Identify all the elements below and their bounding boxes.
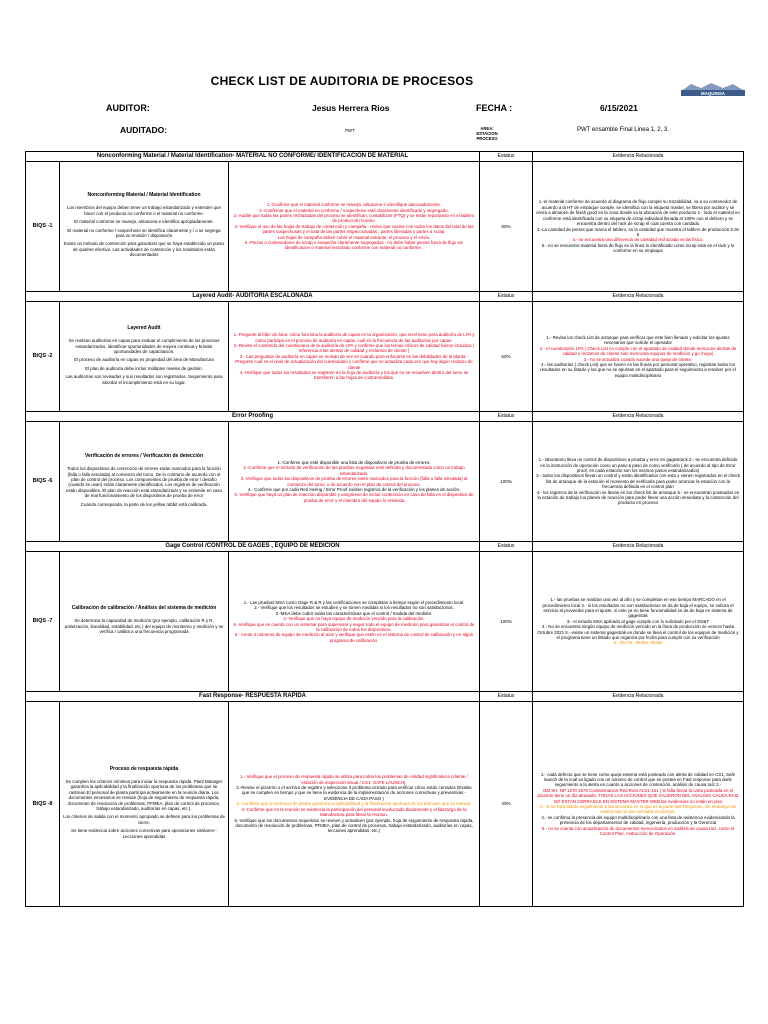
evidence-cell xyxy=(533,552,744,692)
status-header: Estatus xyxy=(480,412,533,422)
description-paragraph: El plan de auditoría debe incluir múltiples niveles de gestión. xyxy=(85,365,203,371)
description-paragraph: Existe un método de contención para garantizar que se haya establecido un punto de quiebre efectivo. Las actividades de contención y los resultados están documentados xyxy=(63,241,225,258)
fecha-value: 6/15/2021 xyxy=(600,103,638,113)
action-item: 4.- Confirme que por cada Red Hering / Error Proof existen registros de la verificación y los planes de acción. xyxy=(247,486,461,492)
status-header: Estatus xyxy=(480,692,533,702)
action-item: 1.-Confirme que esté disponible una lista de dispositivos de prueba de errores. xyxy=(277,459,431,465)
evidence-item: 1.- cada defecto que se tiene como queja externa está posteado con alerta de calidad en CS1, Safe launch de la cual va ligado con un número de control que se postea en Fast response para darle seguimiento a la alerta en cuanto a acciones de contención, análisis de causa raíz 2.- xyxy=(540,771,736,788)
action-item: 3.- Las preguntas de auditoría en capas se revisan de vez en cuando para enfocarse en las debilidades de la planta -Pregunte cuál es el nivel de actualización del cuestionario y confirme que se actualiza cada vez que hay algún reclamo de cliente xyxy=(235,353,473,370)
status-header: Estatus xyxy=(480,292,533,302)
action-item: 2.-Revise el pizarrón o el archivo de registro y seleccione 3 problema cerrado para verificar cómo están cerrados (Evalúe que se cumplen en tiempo y que se tiene la evidencia de la implementación de acciones correctivas y preventivas - EVIDENCIA DE CADA PASO ) xyxy=(236,785,472,801)
evidence-header: Evidencia Relacionada xyxy=(533,152,744,162)
company-logo xyxy=(681,82,745,100)
evidence-item: 3.-La cantidad de piezas que marca el tablero, es la cantidad que muestra el tablero de producción 5 de 5 xyxy=(536,226,740,237)
action-item: 3.-Verifique que todos los dispositivos de prueba de errores estén marcados para la función (falla o falla simulada) al comienzo del turno, o de acuerdo con el plan de control del proceso. xyxy=(240,476,468,487)
description-heading: Verificación de errores / Verificación de detección xyxy=(84,453,204,459)
evidence-cell xyxy=(533,422,744,542)
action-item: 2.-Confirme que el método de verificación de las pruebas negativas esté definida y documentada como un trabajo estandarizado. xyxy=(243,465,465,476)
action-item: 1.- Las pruebas MSA como Gage R & R y las certificaciones se completan a tiempo según el procedimiento local. xyxy=(243,599,465,605)
actions-cell xyxy=(229,302,480,412)
actions-cell xyxy=(229,162,480,292)
description-paragraph: Las auditorías son revisadas y sus resultados son registrados. Seguimiento para abordar el incumplimiento está en su lugar. xyxy=(65,374,223,385)
description-paragraph: Los criterios de salida con el momento apropiado se definen para los problemas de cierre. xyxy=(63,814,225,825)
description-cell xyxy=(60,302,229,412)
section-header-row xyxy=(26,692,744,702)
evidence-item: 3.- todos los dispositivos llevan un control y están identificados con esta y vienen registrados en el check list de arranque de la estación el momento de verificarla para poder arrancar la estación con la frecuencia definida en el control plan xyxy=(536,473,740,490)
evidence-item: GM SH. NP 1270 1678 Contaminacion Red Rust AC21-151 ( le falta llenar la carta posteada en el pizarrón tiene un día atrasado. TODAS LAS ACCIONES QUE SALIERON DEL ANALISIS CAUSA RAIZ NO ESTAN CERRADAS EN SISTEMA MASTER WEB las evidencias no están en piso xyxy=(537,787,739,804)
section-body-row xyxy=(26,552,744,692)
section-title: Fast Response- RESPUESTA RAPIDA xyxy=(26,692,480,702)
auditado-value: PWT xyxy=(345,128,355,133)
description-paragraph: Se tiene evidencia sobre acciones correctivas para operaciones similares--Lecciones aprendidas xyxy=(71,828,217,839)
description-heading: Proceso de respuesta rápida xyxy=(109,765,179,772)
evidence-item: 3.- no se actualiza cuando sucede una queja de cliente. xyxy=(583,356,693,362)
description-paragraph: Los miembros del equipo deben tener un trabajo estandarizado y entender que hacer con el producto no conforme o el material no conforme. xyxy=(67,205,221,216)
auditado-label: AUDITADO: xyxy=(120,125,168,135)
section-title: Nonconforming Material / Material Identification- MATERIAL NO CONFORME/ IDENTIFICACION DE MATERIAL xyxy=(26,152,480,162)
description-heading: Nonconforming Material / Material Identification xyxy=(87,192,201,199)
action-item: 3.-Confirme que la Gerencia de planta garantiza la aplicabilidad y la finalización oportuna de los artículos que se revisan. xyxy=(236,801,472,807)
action-item: 5.-Verifique que haya un plan de reacción disponible y asegúrese de incluir contención en caso de falla en el dispositivo de prueba de error y el miembro del equipo lo entienda xyxy=(234,492,474,503)
description-paragraph: Cuando corresponda, la parte de los yellow rabbit está calibrada. xyxy=(80,501,208,507)
description-heading: Calibración de calibración / Análisis del sistema de medición xyxy=(71,605,217,612)
description-paragraph: Todos los dispositivos de corrección de errores están marcados para la función (falla o falla simulada) al comienzo del turno. De lo contrario de acuerdo con el plan de control del proceso. Los componentes de prueba de error / desafío (cuando se usan) están claramente identificados. Los registros de verificación están disponibles. El plan de reacción está estandarizado y se entiende en caso de mal funcionamiento de los dispositivos de prueba de error xyxy=(66,466,222,499)
biqs-code: BIQS -2 xyxy=(26,302,60,412)
auditor-label: AUDITOR: xyxy=(106,103,150,113)
page-title: CHECK LIST DE AUDITORIA DE PROCESOS xyxy=(210,74,474,88)
action-item: 2.-Confirmar que el material no conforme / sospechoso esté claramente identificado y segregado. xyxy=(259,207,449,213)
evidence-item: 6.- 06176 , 05466, 06356 xyxy=(613,640,663,646)
action-item: 4.-Verifique el uso de las hojas de trabajo de contención y campaña - revise que cuente con todos los datos del total de las partes sospechosas y el total de las partes inspeccionadas , partes liberadas y partes a scrap. xyxy=(234,223,474,235)
description-paragraph: Se determina la capacidad de medición (por ejemplo, calibración R y R, polarización, linealidad, estabilidad, etc.) del equipo de monitoreo y medición y se verifica / calibra a una frecuencia programada xyxy=(64,618,224,635)
actions-cell xyxy=(229,702,480,907)
biqs-code: BIQS -7 xyxy=(26,552,60,692)
description-cell xyxy=(60,552,229,692)
evidence-cell xyxy=(533,302,744,412)
action-item: 3.-Audite que todas las partes rechazadas del proceso se identifican, contabilizan (FTQ) y se están reportando en el tablero de producción horario. xyxy=(233,212,475,224)
evidence-cell xyxy=(533,162,744,292)
evidence-header: Evidencia Relacionada xyxy=(533,692,744,702)
status-value: 40% xyxy=(480,702,533,907)
section-body-row xyxy=(26,162,744,292)
evidence-item: 1.- las pruebas se realizan una vez al año y se completan en ese tiempo MARCADO en el procedimiento local 2.- si los resultados no son satisfactorios se da de baja el equipo, se solicita el servicio al proveedor para el ajuste, si este ya no tiene funcionalidad se da de baja en sistema de gagestrak xyxy=(542,597,734,619)
description-cell xyxy=(60,422,229,542)
evidence-cell xyxy=(533,702,744,907)
evidence-item: 1.- Revisa los check List de arranque para verificar que este bien llenado y solicitar los ajustes necesarios que solicite el operador xyxy=(546,334,730,346)
biqs-code: BIQS -8 xyxy=(26,702,60,907)
evidence-item: 3.- el estudio MSA aplicado al gage cumple con lo solicitado por el GD&T xyxy=(566,618,710,624)
status-value: 50% xyxy=(480,302,533,412)
action-item: 2.- Verifique que los resultados se estudien y se tomen medidas si los resultados no son satisfactorios. xyxy=(254,605,454,611)
description-cell xyxy=(60,162,229,292)
status-value: 100% xyxy=(480,422,533,542)
action-item: 4.-Confirme que en la reunión se evidencia la participación del personal involucrado diariamente y el liderazgo de la Manufactura para llevar la reunion. xyxy=(241,806,467,818)
action-item: 2.-Revise el contenido del cuestionario de la auditoría de LPA y confirme que los temas críticos de calidad fueron incluidos ( referencia a las alertas de calidad y reclamos de cliente ) xyxy=(233,342,475,354)
section-title: Error Proofing xyxy=(26,412,480,422)
description-paragraph: El proceso de auditoría en capas es propiedad del área de Manufactura xyxy=(74,357,214,363)
action-item: Las hojas de campaña deben cubrir el material entrante, el proceso y el envío. xyxy=(277,234,431,240)
action-item: 3.-MSA debe cubrir todas las características que el control / medida del medidor. xyxy=(275,610,433,616)
fecha-label: FECHA : xyxy=(476,103,513,113)
action-item: 4.-Verifique que todos los resultados se registren en la hoja de auditoría y los que no se resuelven dentro del turno se transfieren a las hojas de contramedidas. xyxy=(239,370,469,381)
evidence-item: 4.- se confirma la presencia del equipo multidisciplinario con una lista de asistencia evidenciando la presencia de los departamentos de calidad, ingeniería, producción y la Gerencia xyxy=(541,814,735,826)
description-heading: Layered Audit xyxy=(127,325,161,331)
evidence-item: 3.- si se está dando seguimiento a las acciones en lo que es la parte fast Response, sin embargo las evidencias no son cerradas en tiempo. xyxy=(540,804,737,815)
action-item: 5.-Piezas o contenedores de scrap o sospecha claramente segregados - no debe haber piezas fuera de flujo sin identificacion o material mezclado conforme con material no conforme . xyxy=(244,240,464,251)
action-item: 5.-Verifique que los documentos requeridos se revisen y actualicen (por ejemplo, hoja de seguimiento de respuesta rápida, documento de resolución de problemas, PFMEA, plan de control de procesos, trabajo estandarizado, auditorías en capas, lecciones aprendidas, etc.) xyxy=(234,817,474,834)
evidence-item: 1.- laboratorio lleva un control de dispositivos a prueba y error en gagestrack 2.- se encuentra definido en la instrucción de operación como un paso a paso de como verificarlo ( de acuerdo al tipo de Error proof, en cada estación son los mismos pasos estandarizados) xyxy=(538,457,738,473)
section-header-row xyxy=(26,412,744,422)
evidence-item: 5.- no se cuenta con actualización de documentos mencionados en análisis de causa raíz, como el Control Plan, Instrucción de Operación. xyxy=(541,825,735,837)
biqs-code: BIQS -1 xyxy=(26,162,60,292)
evidence-item: 4.- las auditorías ( check List) que se hacen en las líneas por personal operativo, registran todos los resultados en su listado y los que no se apuntan en el apartado para el seguimiento a resolver por el equipo multidisciplinario xyxy=(540,361,736,378)
section-title: Gage Control /CONTROL DE GAGES , EQUIPO DE MEDICION xyxy=(26,542,480,552)
auditor-value: Jesus Herrera Rios xyxy=(312,103,390,113)
evidence-item: 4.- se encuentra una diferencia de cantidad rechazada vs las fisico. xyxy=(572,237,704,243)
section-header-row xyxy=(26,152,744,162)
action-item: 5.-Verifique que se cuenta con un sistemar para supervisar y seguir todo el equipo de medición para garantizar el control de la calibración de todos los dispositivos. xyxy=(233,621,475,632)
description-paragraph: El material no conforme / sospechoso se identifica claramente y / o se segrega para su revisión / disposición xyxy=(67,227,221,239)
audit-table xyxy=(25,151,744,907)
logo-text: MAQUINSA xyxy=(701,91,725,96)
biqs-code: BIQS -6 xyxy=(26,422,60,542)
description-paragraph: Se realizan auditorías en capas para evaluar el cumplimiento de los procesos estandarizados, identificar oportunidades de mejora continua y brindar oportunidades de capacitación. xyxy=(68,338,220,354)
section-body-row xyxy=(26,302,744,412)
evidence-item: 4.- los registros de la verificación se llevan en los check list de arranque 5.- se encuentran posteados en la estación de trabajo los planes de reacción para poder llevar una acción inmediata y la contención del producto en proceso xyxy=(536,489,740,506)
section-body-row xyxy=(26,422,744,542)
area-value: PWT ensamble Final Linea 1, 2, 3. xyxy=(577,127,669,133)
section-title: Layered Audit- AUDITORIA ESCALONADA xyxy=(26,292,480,302)
status-value: 100% xyxy=(480,552,533,692)
description-cell xyxy=(60,702,229,907)
evidence-header: Evidencia Relacionada xyxy=(533,412,744,422)
actions-cell xyxy=(229,552,480,692)
evidence-item: 2.- el cuestionario LPA ( Check List no cumple con el apartado de calidad donde mencione alertas de calidad o reclamos de cliente solo menciona equipos de medición y go /nogo) xyxy=(539,345,737,357)
evidence-header: Evidencia Relacionada xyxy=(533,292,744,302)
action-item: 1.-Confirme que el material conforme se maneja, almacene e identifique adecuadamente. xyxy=(266,202,442,208)
section-header-row xyxy=(26,542,744,552)
area-label: AREA: ESTACION PROCESO xyxy=(476,126,498,142)
status-header: Estatus xyxy=(480,152,533,162)
evidence-item: 1.-el material conforme de acuerdo al diagrama de flujo cumple su trazabilidad, va a su contenedor de acuerdo a la HT de empaque cumple, se identifica con la etiqueta master, se libera por auditor y se envía a almacén de finish good en la zona donde va la ubicación de este producto 2.- todo el material no conforme está identificado con su etiqueta de scrap individual llenada al 100% con el defecto y se encuentra dentro del rack de scrap el cual cuenta con candado xyxy=(536,199,740,227)
evidence-header: Evidencia Relacionada xyxy=(533,542,744,552)
action-item: 1.-Pregunte al líder de área: cómo funciona la auditoría de capas en la organización, que nivel tiene para auditoría de LPA y como participa en el proceso de auditoría en capas, cuál es la frecuencia de las auditorías por capas. xyxy=(233,332,475,343)
section-body-row xyxy=(26,702,744,907)
actions-cell xyxy=(229,422,480,542)
description-paragraph: El material conforme se maneja, almacena e identifica apropiadamente. xyxy=(74,219,214,225)
evidence-item: 5.- no se encuentra material fuera de flujo en la línea lo identificado como scrap está en el rack y lo conforme en su empaque xyxy=(541,242,735,254)
status-value: 80% xyxy=(480,162,533,292)
evidence-item: 4.- No se encuentra ningún equipo de medición vencido en la línea de producción se vencen hasta Octubre 2021 5.- existe un sistema gagestrak en donde se lleva el control de los equipos de medición y el programa tiene un listado que organiza por fecha para cumplir con su verificación xyxy=(537,624,739,641)
description-paragraph: Se cumplen los criterios mínimos para iniciar la respuesta rápida. Plant Manager garantiza la aplicabilidad y la finalización oportuna de los problemas que se rastrean.El personal de planta participa activamente en la reunión diaria. Los documentos necesarios se revisan (hoja de seguimiento de respuesta rápida, documento de resolución de problemas, PFMEA, plan de control de procesos, trabajo estandarizado, auditorías en capas, etc.). xyxy=(65,779,223,812)
action-item: 1.- Verifique que el proceso de respuesta rápida se utiliza para todos los problemas de calidad significativos (cliente / estación de inspección visual / CS1- SAFE LAUNCH). xyxy=(240,774,468,785)
section-header-row xyxy=(26,292,744,302)
status-header: Estatus xyxy=(480,542,533,552)
action-item: 6.- Anote 3 números de equipo de medición al azar y verifique que estén en el sistema de control de calibración y en algún programa de calibración. xyxy=(234,632,474,643)
action-item: 4.-Verifique que no haya equipo de medición vencido para la calibración. xyxy=(283,616,425,622)
